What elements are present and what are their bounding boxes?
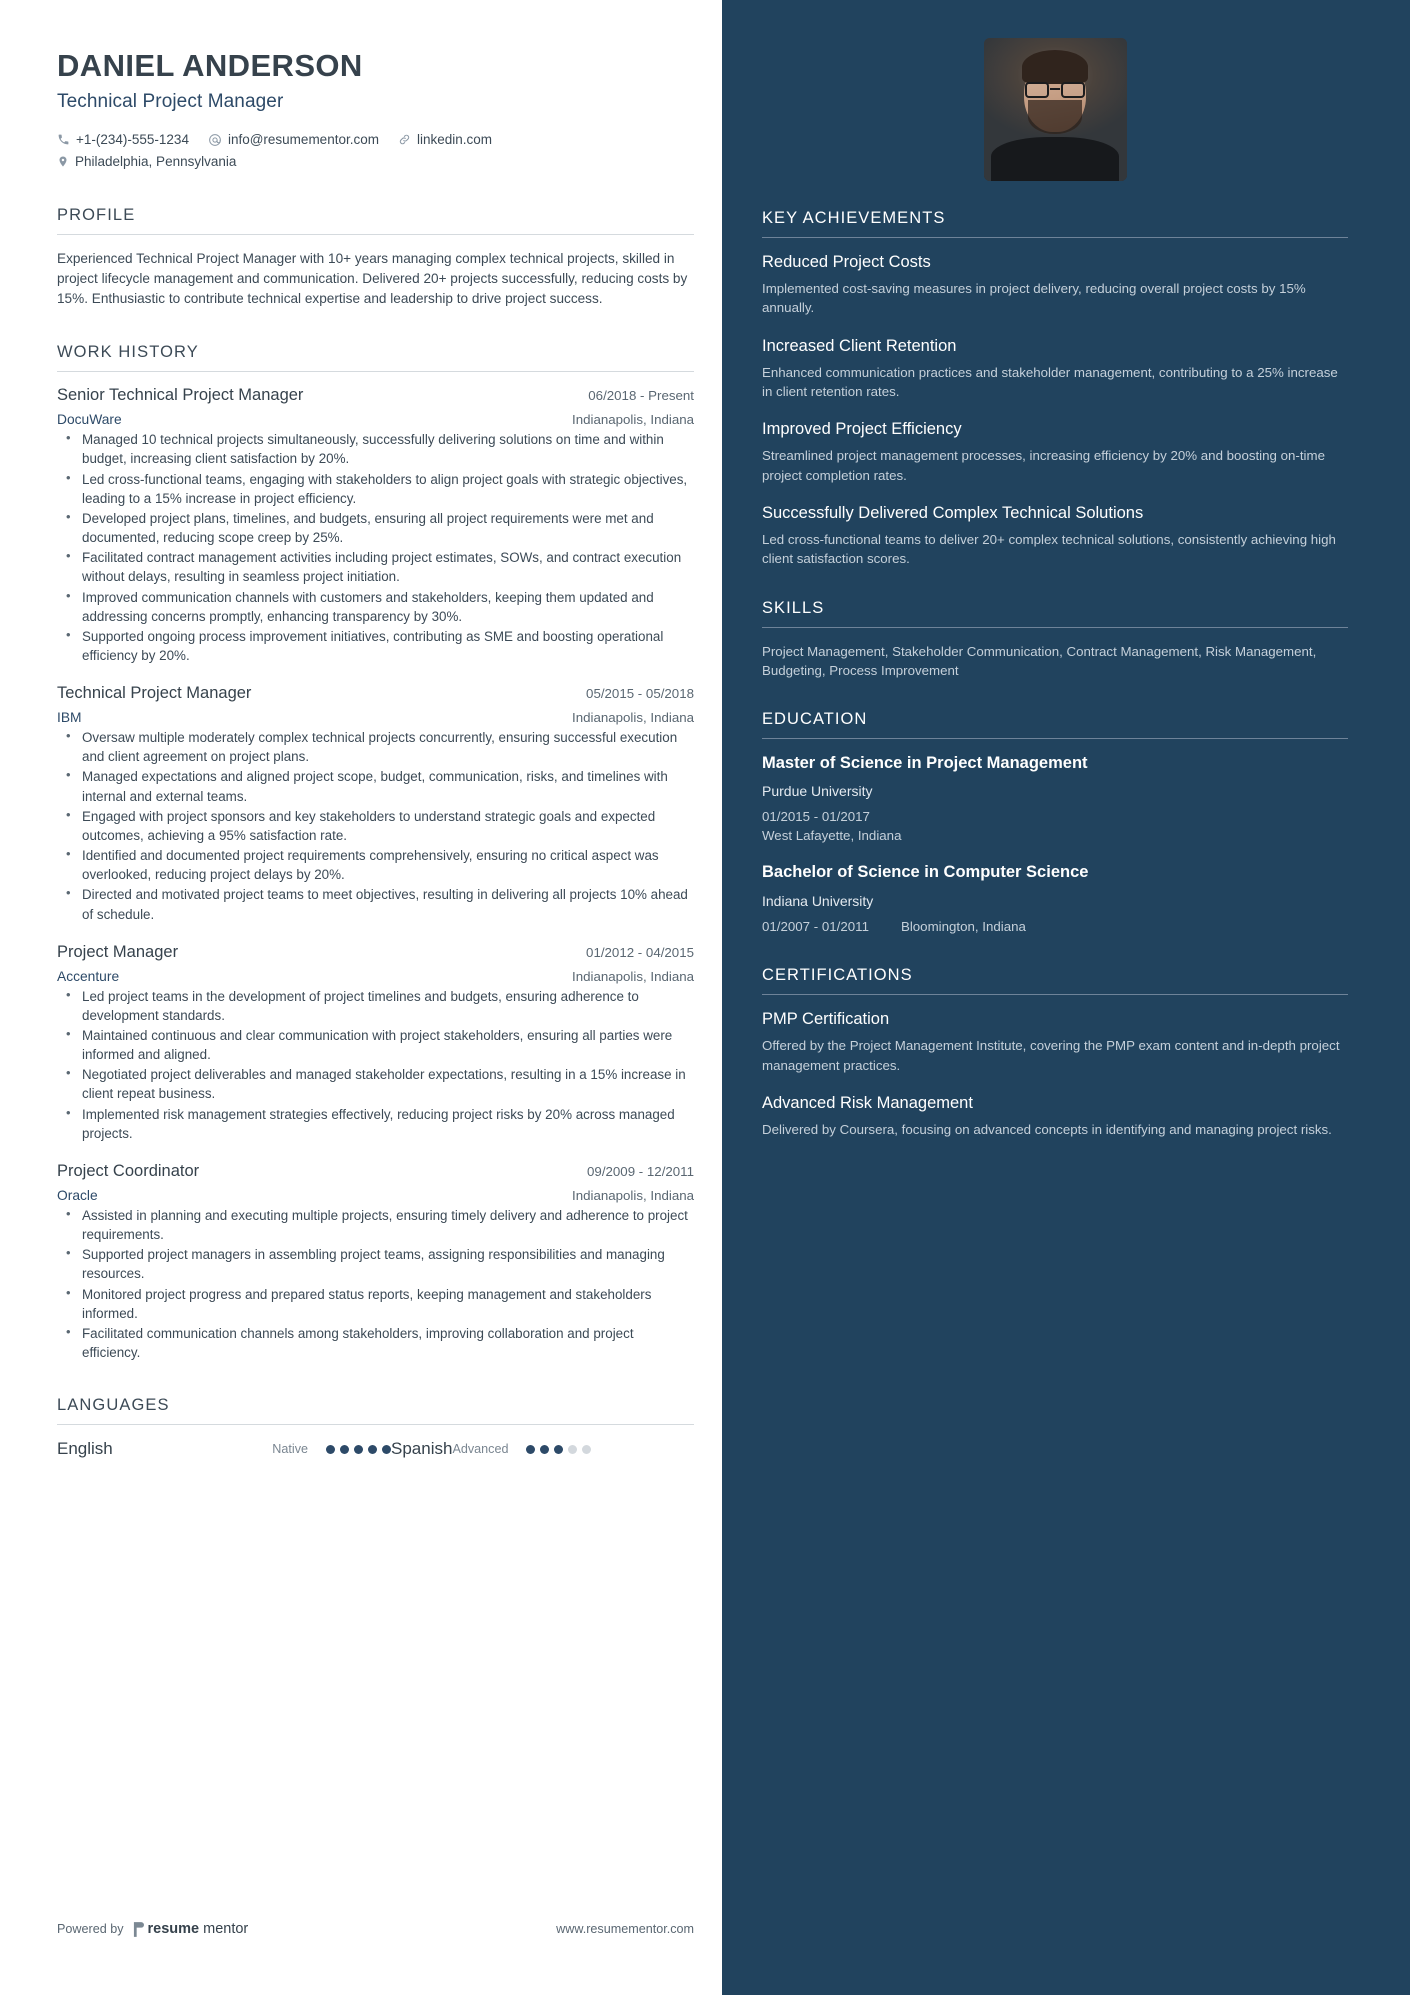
job-bullet: • Assisted in planning and executing multiple projects, ensuring timely delivery and adherence to project requirements. (57, 1206, 694, 1244)
section-title-key-achievements: KEY ACHIEVEMENTS (762, 209, 946, 227)
language-item (391, 1439, 591, 1459)
link-icon (398, 133, 411, 146)
section-key-achievements (762, 209, 1348, 569)
education-dates: 01/2007 - 01/2011 (762, 918, 869, 934)
glasses-lens-left (1025, 82, 1049, 98)
job-bullet: • Developed project plans, timelines, and budgets, ensuring all project requirements were met and documented, reducing scope creep by 25%. (57, 509, 694, 547)
divider (57, 234, 694, 235)
education-school: Indiana University (762, 892, 874, 909)
job-bullet: • Supported project managers in assembling project teams, assigning responsibilities and managing resources. (57, 1245, 694, 1283)
divider (57, 371, 694, 372)
language-dot (526, 1445, 535, 1454)
job-subheader (57, 1188, 694, 1203)
bookmark-icon (133, 1922, 144, 1937)
job-bullet-list (57, 987, 694, 1143)
phone-icon (57, 133, 70, 146)
resume-header (57, 48, 694, 172)
section-title-certifications: CERTIFICATIONS (762, 966, 913, 985)
achievement-title: Successfully Delivered Complex Technical Solutions (762, 503, 1144, 522)
job-location: Indianapolis, Indiana (572, 710, 694, 726)
achievement-item (762, 503, 1348, 569)
footer-brand (57, 1921, 248, 1937)
powered-by-label: Powered by (57, 1922, 124, 1936)
language-dot (582, 1445, 591, 1454)
job-location: Indianapolis, Indiana (572, 1187, 694, 1203)
achievement-item (762, 336, 1348, 402)
job-bullet: • Directed and motivated project teams to meet objectives, resulting in delivering all projects 10% ahead of schedule. (57, 885, 694, 923)
section-certifications (762, 966, 1348, 1139)
language-dot (568, 1445, 577, 1454)
avatar-body (991, 137, 1119, 181)
job-company: Oracle (57, 1187, 98, 1203)
language-dot (326, 1445, 335, 1454)
job-dates: 09/2009 - 12/2011 (587, 1163, 694, 1179)
job-location: Indianapolis, Indiana (572, 412, 694, 428)
education-meta (762, 808, 1348, 845)
resumementor-logo (133, 1921, 249, 1937)
job-bullet: • Managed expectations and aligned project scope, budget, communication, risks, and timelines with internal and external teams. (57, 767, 694, 805)
achievement-description: Enhanced communication practices and stakeholder management, contributing to a 25% increase in client retention rates. (762, 364, 1338, 400)
job-bullet: • Negotiated project deliverables and managed stakeholder expectations, resulting in a 15% increase in client repeat business. (57, 1065, 694, 1103)
contact-email-text: info@resumementor.com (227, 131, 379, 147)
language-dot (382, 1445, 391, 1454)
profile-summary-text: Experienced Technical Project Manager with 10+ years managing complex technical projects, skilled in project lifecycle management and communication. Delivered 20+ projects successfully, reducing costs by 15%. Enthusiastic to contribute technical expertise and leadership to drive project success. (57, 251, 688, 307)
job-headline: Technical Project Manager (57, 90, 284, 112)
job-bullet: • Facilitated communication channels among stakeholders, improving collaboration and project efficiency. (57, 1324, 694, 1362)
job-bullet: • Maintained continuous and clear communication with project stakeholders, ensuring all parties were informed and aligned. (57, 1026, 694, 1064)
footer-website: www.resumementor.com (556, 1922, 694, 1936)
language-item (57, 1439, 391, 1459)
section-languages (57, 1396, 694, 1459)
job-dates: 06/2018 - Present (588, 388, 694, 404)
certification-item (762, 1009, 1348, 1075)
job-bullet: • Implemented risk management strategies effectively, reducing project risks by 20% across managed projects. (57, 1105, 694, 1143)
job-title: Senior Technical Project Manager (57, 386, 304, 405)
education-list (762, 753, 1348, 936)
contact-email (208, 129, 379, 151)
job-subheader (57, 710, 694, 725)
resume-sidebar (722, 0, 1410, 1995)
job-title: Project Manager (57, 942, 179, 961)
job-header (57, 1162, 694, 1181)
job-title: Technical Project Manager (57, 684, 252, 703)
job-header (57, 684, 694, 703)
contact-phone (57, 129, 189, 151)
job-bullet: • Led project teams in the development of project timelines and budgets, ensuring adherence to development standards. (57, 987, 694, 1025)
job-dates: 01/2012 - 04/2015 (586, 944, 694, 960)
profile-photo-container (762, 0, 1348, 209)
job-location: Indianapolis, Indiana (572, 968, 694, 984)
job-bullet-list (57, 1206, 694, 1362)
location-pin-icon (57, 155, 69, 168)
section-work-history (57, 343, 694, 1362)
certifications-list (762, 1009, 1348, 1139)
key-achievements-list (762, 252, 1348, 569)
email-icon (208, 133, 222, 147)
section-title-languages: LANGUAGES (57, 1396, 170, 1415)
contact-line-location (57, 151, 694, 173)
job-company: IBM (57, 710, 82, 726)
education-degree: Master of Science in Project Management (762, 754, 1088, 773)
language-dot (368, 1445, 377, 1454)
certification-title: PMP Certification (762, 1010, 890, 1029)
job-bullet-list (57, 430, 694, 665)
job-bullet: • Facilitated contract management activities including project estimates, SOWs, and contract execution without delays, resulting in seamless project initiation. (57, 548, 694, 586)
job-bullet: • Identified and documented project requirements comprehensively, ensuring no critical aspect was overlooked, reducing project delays by 20%. (57, 846, 694, 884)
achievement-title: Increased Client Retention (762, 336, 957, 355)
language-dot (540, 1445, 549, 1454)
page-title: DANIEL ANDERSON (57, 48, 363, 83)
job-bullet: • Oversaw multiple moderately complex technical projects concurrently, ensuring successful execution and client agreement on project plans. (57, 728, 694, 766)
divider (762, 738, 1348, 739)
section-title-profile: PROFILE (57, 206, 136, 225)
work-history-list (57, 386, 694, 1362)
work-history-entry (57, 943, 694, 1143)
divider (762, 237, 1348, 238)
language-dot (554, 1445, 563, 1454)
section-skills (762, 599, 1348, 681)
contact-location-text: Philadelphia, Pennsylvania (75, 153, 237, 169)
language-name: Spanish (391, 1439, 453, 1459)
education-degree: Bachelor of Science in Computer Science (762, 863, 1089, 882)
job-subheader (57, 412, 694, 427)
language-level: Advanced (452, 1442, 509, 1457)
section-title-skills: SKILLS (762, 598, 825, 617)
avatar-beard (1028, 100, 1082, 134)
certification-description: Offered by the Project Management Institute, covering the PMP exam content and in-depth project management practices. (762, 1038, 1340, 1073)
job-subheader (57, 969, 694, 984)
job-bullet: • Engaged with project sponsors and key stakeholders to understand strategic goals and expected outcomes, achieving a 95% satisfaction rate. (57, 807, 694, 845)
divider (762, 994, 1348, 995)
job-bullet: • Managed 10 technical projects simultaneously, successfully delivering solutions on time and within budget, increasing client satisfaction by 20%. (57, 430, 694, 468)
achievement-description: Implemented cost-saving measures in project delivery, reducing overall project costs by 15% annually. (762, 281, 1306, 316)
language-rating (526, 1445, 591, 1454)
job-bullet: • Improved communication channels with customers and stakeholders, keeping them updated and addressing concerns promptly, enhancing transparency by 30%. (57, 588, 694, 626)
certification-item (762, 1093, 1348, 1139)
job-header (57, 943, 694, 962)
language-dot (354, 1445, 363, 1454)
education-location: Bloomington, Indiana (900, 918, 1026, 934)
work-history-entry (57, 1162, 694, 1362)
glasses-bridge (1050, 88, 1060, 90)
certification-title: Advanced Risk Management (762, 1093, 973, 1112)
glasses-icon (1024, 82, 1086, 99)
contact-info (57, 129, 694, 173)
section-education (762, 710, 1348, 936)
education-school: Purdue University (762, 783, 873, 800)
language-name: English (57, 1439, 113, 1459)
contact-linkedin-text: linkedin.com (416, 131, 493, 147)
divider (57, 1424, 694, 1425)
job-bullet-list (57, 728, 694, 924)
work-history-entry (57, 386, 694, 665)
job-company: Accenture (57, 968, 120, 984)
achievement-item (762, 419, 1348, 485)
achievement-title: Reduced Project Costs (762, 253, 931, 271)
languages-list (57, 1439, 694, 1459)
contact-location (57, 151, 236, 173)
contact-phone-text: +1-(234)-555-1234 (76, 131, 189, 147)
language-rating (326, 1445, 391, 1454)
language-dot (340, 1445, 349, 1454)
avatar (984, 38, 1127, 181)
achievement-item (762, 252, 1348, 318)
job-bullet: • Monitored project progress and prepared status reports, keeping management and stakeholders informed. (57, 1285, 694, 1323)
avatar-hair (1022, 50, 1088, 84)
job-bullet: • Supported ongoing process improvement initiatives, contributing as SME and boosting operational efficiency by 20%. (57, 627, 694, 665)
section-profile (57, 206, 694, 309)
certification-description: Delivered by Coursera, focusing on advanced concepts in identifying and managing project risks. (762, 1121, 1332, 1137)
job-title: Project Coordinator (57, 1161, 200, 1180)
job-company: DocuWare (57, 412, 122, 428)
education-location: West Lafayette, Indiana (762, 827, 902, 843)
divider (762, 627, 1348, 628)
work-history-entry (57, 684, 694, 924)
section-title-education: EDUCATION (762, 710, 868, 729)
education-item (762, 753, 1348, 845)
brand-name-bold: resume (147, 1921, 200, 1937)
section-title-work-history: WORK HISTORY (57, 343, 199, 362)
education-meta (762, 918, 1348, 937)
education-item (762, 862, 1348, 936)
language-level: Native (272, 1442, 308, 1457)
brand-name-light: mentor (203, 1921, 249, 1937)
contact-linkedin (398, 129, 492, 151)
skills-text: Project Management, Stakeholder Communication, Contract Management, Risk Management, Budgeting, Process Improvement (762, 643, 1317, 678)
job-header (57, 386, 694, 405)
achievement-title: Improved Project Efficiency (762, 420, 962, 439)
education-dates: 01/2015 - 01/2017 (762, 809, 870, 825)
glasses-lens-right (1061, 82, 1085, 98)
job-dates: 05/2015 - 05/2018 (586, 686, 694, 702)
job-bullet: • Led cross-functional teams, engaging with stakeholders to align project goals with strategic objectives, leading to a 15% increase in project efficiency. (57, 470, 694, 508)
footer (57, 1921, 694, 1937)
achievement-description: Led cross-functional teams to deliver 20+ complex technical solutions, consistently achieving high client satisfaction scores. (762, 532, 1336, 567)
contact-line-primary (57, 129, 694, 151)
achievement-description: Streamlined project management processes, increasing efficiency by 20% and boosting on-time project completion rates. (762, 448, 1325, 483)
